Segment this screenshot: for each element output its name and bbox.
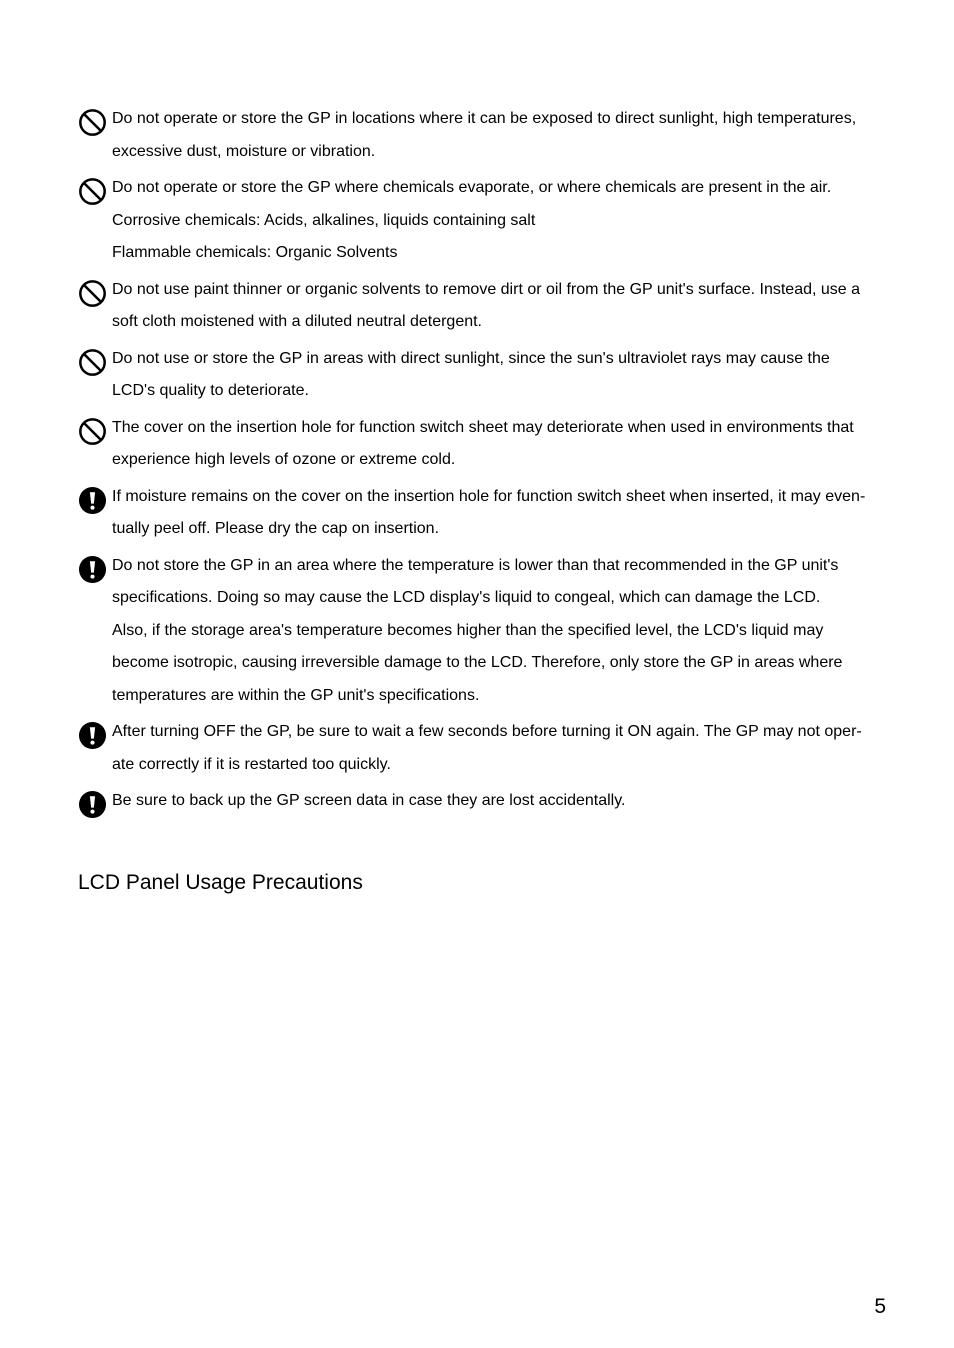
caution-icon xyxy=(78,555,107,584)
prohibition-icon xyxy=(78,108,107,137)
precaution-text-line: experience high levels of ozone or extreme cold. xyxy=(112,451,456,468)
precaution-text-line: excessive dust, moisture or vibration. xyxy=(112,142,376,160)
prohibition-icon xyxy=(78,279,107,308)
precaution-text-line: ate correctly if it is restarted too quickly. xyxy=(112,755,391,773)
precaution-item xyxy=(78,343,890,408)
precaution-item xyxy=(78,274,890,339)
precaution-text-line: Also, if the storage area's temperature becomes higher than the specified level, the LCD's liquid may xyxy=(112,621,824,639)
precaution-text-line: LCD's quality to deteriorate. xyxy=(112,382,309,399)
prohibition-icon xyxy=(78,177,107,206)
precaution-text-line: Be sure to back up the GP screen data in case they are lost accidentally. xyxy=(112,792,626,809)
caution-icon xyxy=(78,486,107,515)
precaution-text-line: Do not use or store the GP in areas with direct sunlight, since the sun's ultraviolet rays may cause the xyxy=(112,349,830,367)
precaution-text-line: If moisture remains on the cover on the insertion hole for function switch sheet when inserted, it may even- xyxy=(112,487,866,505)
precaution-item xyxy=(78,785,890,818)
precaution-text-line: Do not operate or store the GP in locations where it can be exposed to direct sunlight, high temperatures, xyxy=(112,110,857,127)
precaution-text-line: specifications. Doing so may cause the LCD display's liquid to congeal, which can damage the LCD. xyxy=(112,589,821,606)
caution-icon xyxy=(78,790,107,819)
section-heading: LCD Panel Usage Precautions xyxy=(78,871,363,894)
precaution-text-line: temperatures are within the GP unit's specifications. xyxy=(112,686,480,704)
precaution-item xyxy=(78,481,890,546)
precaution-item xyxy=(78,103,890,168)
precaution-text-line: Do not store the GP in an area where the temperature is lower than that recommended in the GP unit's xyxy=(112,556,839,574)
prohibition-icon xyxy=(78,417,107,446)
prohibition-icon xyxy=(78,348,107,377)
precaution-text-line: become isotropic, causing irreversible damage to the LCD. Therefore, only store the GP in areas where xyxy=(112,654,843,671)
precaution-text-line: The cover on the insertion hole for function switch sheet may deteriorate when used in environments that xyxy=(112,418,854,436)
precaution-text-line: After turning OFF the GP, be sure to wait a few seconds before turning it ON again. The GP may not oper- xyxy=(112,723,862,740)
precaution-item xyxy=(78,172,890,270)
precaution-text-line: tually peel off. Please dry the cap on insertion. xyxy=(112,520,440,537)
precaution-item xyxy=(78,412,890,477)
precaution-text-line: Do not use paint thinner or organic solvents to remove dirt or oil from the GP unit's surface. Instead, use a xyxy=(112,280,861,298)
precaution-item xyxy=(78,550,890,713)
precaution-text-line: soft cloth moistened with a diluted neutral detergent. xyxy=(112,313,482,330)
caution-icon xyxy=(78,721,107,750)
precaution-item xyxy=(78,716,890,781)
precautions-list xyxy=(78,103,890,822)
precaution-text-line: Flammable chemicals: Organic Solvents xyxy=(112,244,398,261)
precaution-text-line: Do not operate or store the GP where chemicals evaporate, or where chemicals are present in the air. xyxy=(112,179,832,196)
page-number: 5 xyxy=(874,1295,886,1318)
precaution-text-line: Corrosive chemicals: Acids, alkalines, liquids containing salt xyxy=(112,211,536,229)
